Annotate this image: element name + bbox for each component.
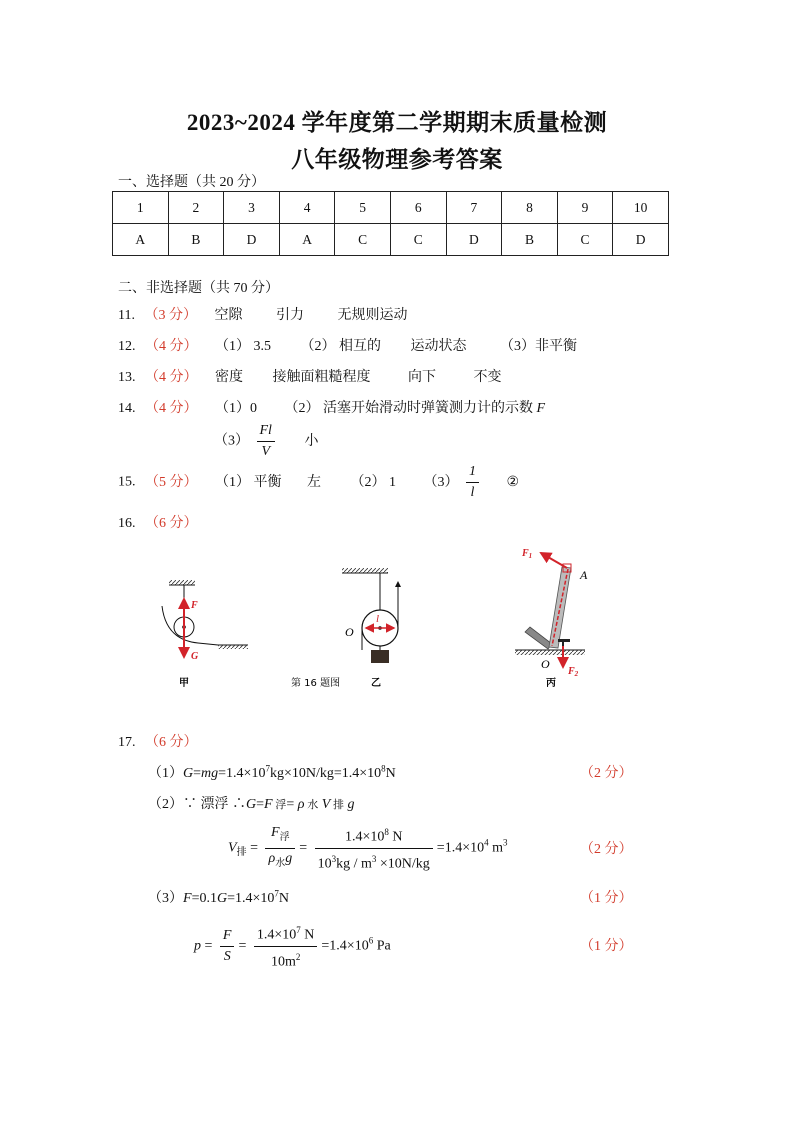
figure-bing: [515, 548, 588, 678]
figure-yi: [342, 568, 398, 663]
answer-text: 无规则运动: [337, 308, 408, 323]
q-number: 11.: [118, 308, 135, 323]
force-label: G: [191, 651, 199, 662]
score-label: （1 分）: [580, 891, 633, 906]
q17-formula-pressure: p = $\frac{F}{S}$ = $\frac{1.4\times 10^7 N}{10m^2}$ $=1.4\times 10^6$ Pa: [194, 920, 391, 972]
table-cell: 4: [279, 192, 335, 224]
figure-label: 乙: [371, 678, 381, 689]
answer-var: F: [536, 401, 546, 416]
table-cell: C: [557, 224, 613, 256]
table-cell: D: [613, 224, 669, 256]
page-subtitle: 八年级物理参考答案: [291, 147, 503, 172]
q-points: （6 分）: [145, 516, 198, 531]
q-number: 12.: [118, 339, 136, 354]
table-cell: A: [113, 224, 169, 256]
answer-text: 密度: [215, 370, 243, 385]
answer-text: （1） 平衡: [215, 474, 282, 490]
answer-text: 接触面粗糙程度: [272, 370, 371, 385]
q17-row: [118, 731, 198, 751]
score-label: （2 分）: [580, 842, 633, 857]
q17-formula-volume: $V_排$ = $\frac{F_浮}{\rho_水g}$ = $\frac{1.4\times 10^8 N}{10^3kg / m^3 \times 10N/kg}$ $=1.4\times 10^4$ $m^3$: [228, 822, 507, 874]
answer-text: （1） 3.5: [215, 339, 271, 354]
force-label: $F_2$: [568, 666, 579, 678]
part-label: （2）∵ 漂浮 ∴: [148, 797, 246, 812]
table-cell: D: [224, 224, 280, 256]
q-points: （3 分）: [144, 308, 197, 323]
q17-part2: （2）∵ 漂浮 ∴G=F 浮= ρ 水 V 排 g: [148, 797, 355, 812]
answer-text: ②: [506, 474, 520, 490]
answer-text: （2） 1: [350, 474, 396, 490]
q-number: 14.: [118, 401, 136, 416]
table-cell: A: [279, 224, 335, 256]
answer-text: 空隙: [214, 308, 243, 323]
figure-caption: 第 16 题图: [291, 678, 341, 689]
q-points: （4 分）: [145, 339, 198, 354]
answer-text: （2） 活塞开始滑动时弹簧测力计的示数: [284, 401, 533, 416]
table-cell: 10: [613, 192, 669, 224]
answer-text: （1）0: [215, 401, 257, 416]
table-cell: B: [502, 224, 558, 256]
table-cell: 2: [168, 192, 224, 224]
answer-text: 不变: [473, 370, 502, 385]
answer-text: （3）: [423, 474, 459, 490]
q17-part3: $(3)F=0.1G=1.4\times 10^7N$: [148, 888, 290, 906]
score-label: （2 分）: [580, 766, 633, 781]
denominator: V: [261, 444, 270, 459]
pivot-label: O: [541, 657, 550, 671]
answer-text: 左: [307, 474, 321, 490]
table-cell: B: [168, 224, 224, 256]
numerator: Fl: [257, 421, 275, 442]
answer-text: 小: [304, 433, 319, 449]
pivot-label: O: [345, 625, 354, 639]
answer-text: （3）非平衡: [500, 339, 577, 354]
section-heading-choice: 一、选择题（共 20 分）: [118, 175, 265, 190]
answer-text: 引力: [275, 308, 304, 323]
table-cell: D: [446, 224, 502, 256]
page-title: 2023~2024 学年度第二学期期末质量检测: [186, 110, 608, 135]
answer-text: （2） 相互的: [300, 339, 381, 354]
table-cell: 6: [390, 192, 446, 224]
answer-text: 向下: [408, 370, 436, 385]
figure-label: 甲: [179, 678, 189, 689]
force-label: F: [191, 600, 198, 611]
figure-label: 丙: [546, 678, 556, 689]
q-number: 13.: [118, 370, 136, 385]
point-label: A: [580, 568, 588, 582]
table-cell: C: [390, 224, 446, 256]
section-heading-nonchoice: 二、非选择题（共 70 分）: [118, 281, 279, 296]
score-label: （1 分）: [580, 939, 633, 954]
part-label: （1）: [148, 766, 183, 781]
answer-text: （3）: [214, 433, 249, 449]
part-label: （3）: [148, 891, 183, 906]
table-cell: 8: [502, 192, 558, 224]
q-number: 15.: [118, 474, 136, 490]
q17-part1: $(1)G=mg=1.4\times 10^7kg\times 10N/kg=1.4\times 10^8N$: [148, 763, 396, 781]
numerator: 1: [466, 462, 479, 483]
table-cell: 1: [113, 192, 169, 224]
figure-jia: [162, 580, 248, 662]
table-cell: 7: [446, 192, 502, 224]
q-number: 17.: [118, 735, 136, 750]
q-points: （5 分）: [145, 474, 198, 490]
denominator: l: [470, 485, 475, 500]
table-cell: 3: [224, 192, 280, 224]
force-label: $F_1$: [522, 548, 533, 560]
q-points: （4 分）: [145, 401, 198, 416]
table-cell: C: [335, 224, 391, 256]
table-cell: 9: [557, 192, 613, 224]
q-number: 16.: [118, 516, 136, 531]
arm-label: l: [376, 613, 380, 625]
table-cell: 5: [335, 192, 391, 224]
q-points: （4 分）: [145, 370, 198, 385]
q-points: （6 分）: [145, 735, 198, 750]
answer-text: 运动状态: [410, 339, 467, 354]
